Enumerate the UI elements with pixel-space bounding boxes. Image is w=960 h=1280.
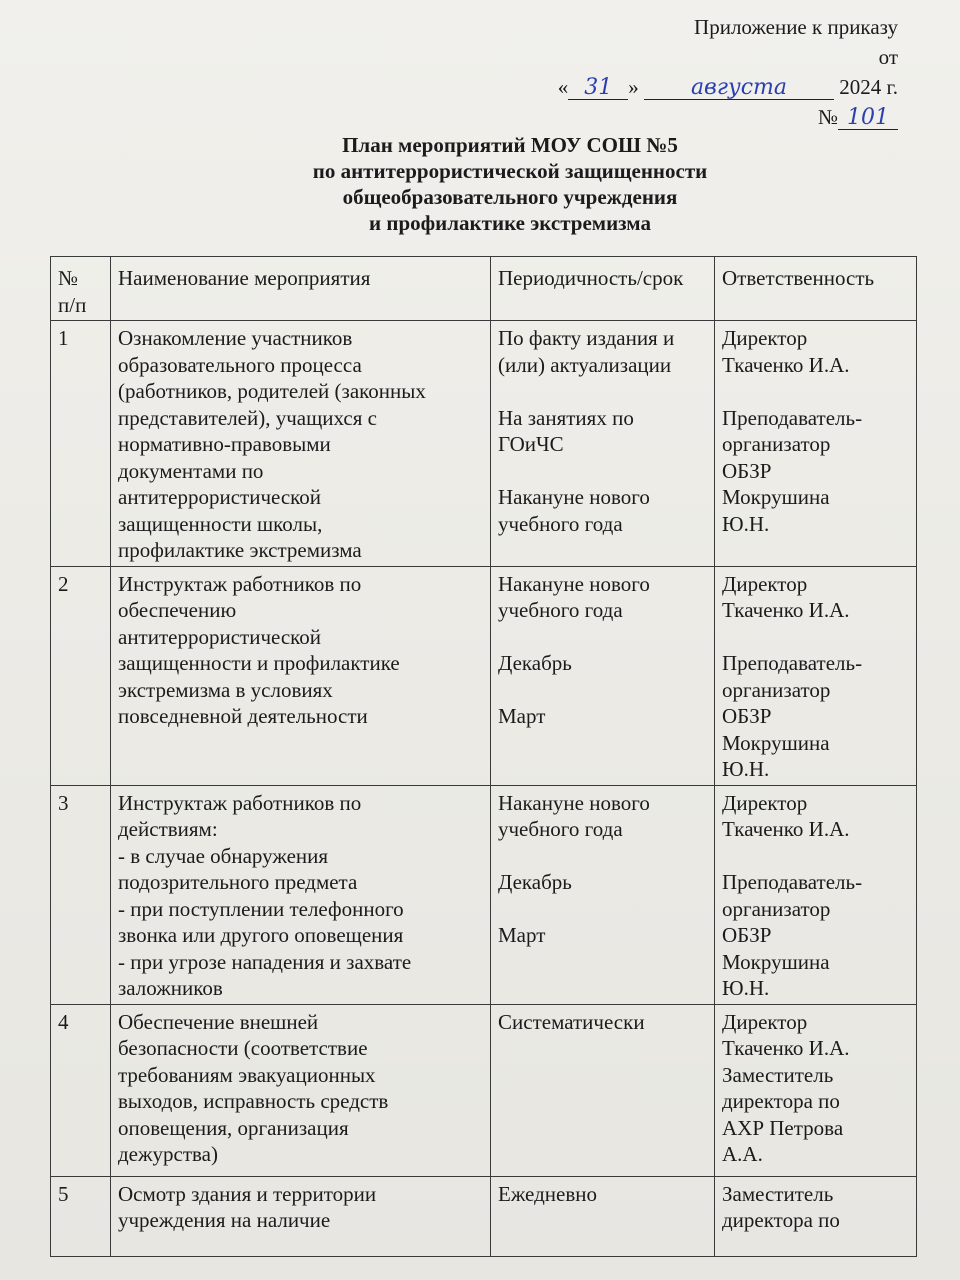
name-line: документами по (118, 458, 264, 483)
row-number: 5 (51, 1176, 111, 1256)
responsibility-line: Ткаченко И.А. (722, 817, 850, 841)
table-row (51, 566, 917, 785)
name-line: учреждения на наличие (118, 1208, 331, 1232)
order-appendix-header (518, 12, 898, 132)
number-label: № (817, 105, 838, 129)
responsibility-cell (715, 1004, 917, 1176)
document-title (180, 132, 840, 236)
responsibility-line: Преподаватель- (722, 870, 863, 894)
period-line (498, 458, 708, 485)
responsibility-line: Директор (722, 790, 808, 815)
period-line: Накануне нового (498, 571, 650, 596)
table-header-row (51, 257, 917, 321)
responsibility-line: ОБЗР (722, 704, 772, 728)
title-line-1: План мероприятий МОУ СОШ №5 (342, 133, 678, 157)
name-line: дежурства) (118, 1142, 218, 1166)
responsibility-line: Мокрушина (722, 730, 830, 755)
period-line: учебного года (498, 817, 623, 841)
handwritten-number: 101 (847, 105, 889, 130)
responsibility-line (722, 843, 910, 870)
name-line: защищенности и профилактике (118, 651, 400, 675)
name-line: защищенности школы, (118, 511, 323, 536)
period-line: ГОиЧС (498, 432, 564, 456)
responsibility-line: АХР Петрова (722, 1115, 844, 1140)
row-number: 4 (51, 1004, 111, 1176)
responsibility-cell (715, 785, 917, 1004)
activity-plan-table (50, 256, 917, 1257)
responsibility-line: организатор (722, 432, 831, 456)
name-line: нормативно-правовыми (118, 432, 331, 456)
period-line (498, 843, 708, 870)
responsibility-line: ОБЗР (722, 923, 772, 947)
title-line-4: и профилактике экстремизма (369, 211, 651, 235)
name-line: антитеррористической (118, 624, 322, 649)
name-line: требованиям эвакуационных (118, 1062, 376, 1087)
responsibility-line: Мокрушина (722, 485, 830, 509)
period-line: Накануне нового (498, 485, 650, 509)
period-cell (491, 785, 715, 1004)
activity-name-cell (111, 1176, 491, 1256)
period-line (498, 896, 708, 923)
period-cell (491, 566, 715, 785)
period-line: Ежедневно (498, 1181, 598, 1206)
responsibility-line: Директор (722, 326, 808, 350)
activity-name-cell (111, 1004, 491, 1176)
order-day (568, 76, 628, 100)
name-line: - при угрозе нападения и захвате (118, 949, 412, 974)
name-line: (работников, родителей (законных (118, 379, 426, 403)
period-line (498, 624, 708, 651)
name-line: - в случае обнаружения (118, 843, 329, 868)
name-line: подозрительного предмета (118, 870, 358, 894)
from-label: от (878, 45, 898, 69)
responsibility-cell (715, 566, 917, 785)
name-line: обеспечению (118, 598, 237, 622)
name-line: антитеррористической (118, 485, 322, 509)
period-line: (или) актуализации (498, 352, 672, 377)
responsibility-line (722, 624, 910, 651)
quote-close: » (628, 75, 639, 99)
title-line-2: по антитеррористической защищенности (312, 159, 708, 183)
table-row (51, 1004, 917, 1176)
responsibility-line: Ткаченко И.А. (722, 352, 850, 377)
responsibility-line: Ткаченко И.А. (722, 598, 850, 622)
name-line: Инструктаж работников по (118, 571, 362, 596)
responsibility-cell (715, 1176, 917, 1256)
period-line: Декабрь (498, 651, 572, 675)
period-line: Март (498, 923, 546, 947)
responsibility-line: Преподаватель- (722, 405, 863, 430)
responsibility-line: Мокрушина (722, 949, 830, 974)
table-row (51, 321, 917, 567)
order-month (644, 76, 834, 100)
name-line: выходов, исправность средств (118, 1089, 389, 1113)
responsibility-line: Директор (722, 571, 808, 596)
responsibility-line: Ю.Н. (722, 511, 770, 536)
responsibility-cell (715, 321, 917, 567)
order-number-field (838, 106, 898, 130)
period-line (498, 378, 708, 405)
order-date (518, 72, 898, 102)
name-line: образовательного процесса (118, 352, 362, 377)
row-number: 1 (51, 321, 111, 567)
name-line: Обеспечение внешней (118, 1009, 319, 1034)
order-number (518, 102, 898, 132)
period-line: учебного года (498, 511, 623, 536)
name-line: Инструктаж работников по (118, 790, 362, 815)
name-line: безопасности (соответствие (118, 1036, 368, 1060)
activity-name-cell (111, 785, 491, 1004)
header-number-line: п/п (58, 292, 87, 317)
period-line: Март (498, 704, 546, 728)
period-line: Накануне нового (498, 790, 650, 815)
responsibility-line: директора по (722, 1208, 840, 1232)
activity-name-cell (111, 321, 491, 567)
name-line: профилактике экстремизма (118, 538, 362, 562)
name-line: заложников (118, 976, 223, 1000)
period-cell (491, 1004, 715, 1176)
responsibility-line: Ю.Н. (722, 976, 770, 1000)
header-number (51, 257, 111, 321)
header-period: Периодичность/срок (491, 257, 715, 321)
period-line: учебного года (498, 598, 623, 622)
period-line: Декабрь (498, 870, 572, 894)
activity-name-cell (111, 566, 491, 785)
order-year: 2024 г. (839, 75, 898, 99)
name-line: действиям: (118, 817, 218, 841)
responsibility-line (722, 378, 910, 405)
table-row (51, 1176, 917, 1256)
table-row (51, 785, 917, 1004)
handwritten-day: 31 (584, 75, 613, 100)
name-line: повседневной деятельности (118, 704, 368, 728)
quote-open: « (557, 75, 569, 99)
period-cell (491, 1176, 715, 1256)
name-line: - при поступлении телефонного (118, 896, 404, 921)
name-line: представителей), учащихся с (118, 405, 377, 430)
header-number-line: № (58, 266, 79, 290)
responsibility-line: А.А. (722, 1142, 763, 1166)
period-line (498, 677, 708, 704)
responsibility-line: Преподаватель- (722, 651, 863, 675)
responsibility-line: Ю.Н. (722, 757, 770, 781)
responsibility-line: Заместитель (722, 1062, 834, 1087)
title-line-3: общеобразовательного учреждения (342, 185, 678, 209)
name-line: оповещения, организация (118, 1115, 349, 1140)
period-line: На занятиях по (498, 405, 634, 430)
header-responsibility: Ответственность (715, 257, 917, 321)
appendix-label: Приложение к приказу (694, 15, 898, 39)
period-line: Систематически (498, 1009, 645, 1034)
header-activity-name: Наименование мероприятия (111, 257, 491, 321)
responsibility-line: директора по (722, 1089, 840, 1113)
name-line: звонка или другого оповещения (118, 923, 404, 947)
responsibility-line: организатор (722, 677, 831, 702)
row-number: 2 (51, 566, 111, 785)
name-line: Ознакомление участников (118, 326, 353, 350)
responsibility-line: организатор (722, 896, 831, 921)
handwritten-month: августа (690, 75, 788, 100)
name-line: Осмотр здания и территории (118, 1181, 377, 1206)
period-cell (491, 321, 715, 567)
responsibility-line: Директор (722, 1009, 808, 1034)
name-line: экстремизма в условиях (118, 677, 333, 702)
responsibility-line: ОБЗР (722, 458, 772, 483)
responsibility-line: Заместитель (722, 1181, 834, 1206)
responsibility-line: Ткаченко И.А. (722, 1036, 850, 1060)
row-number: 3 (51, 785, 111, 1004)
period-line: По факту издания и (498, 326, 675, 350)
